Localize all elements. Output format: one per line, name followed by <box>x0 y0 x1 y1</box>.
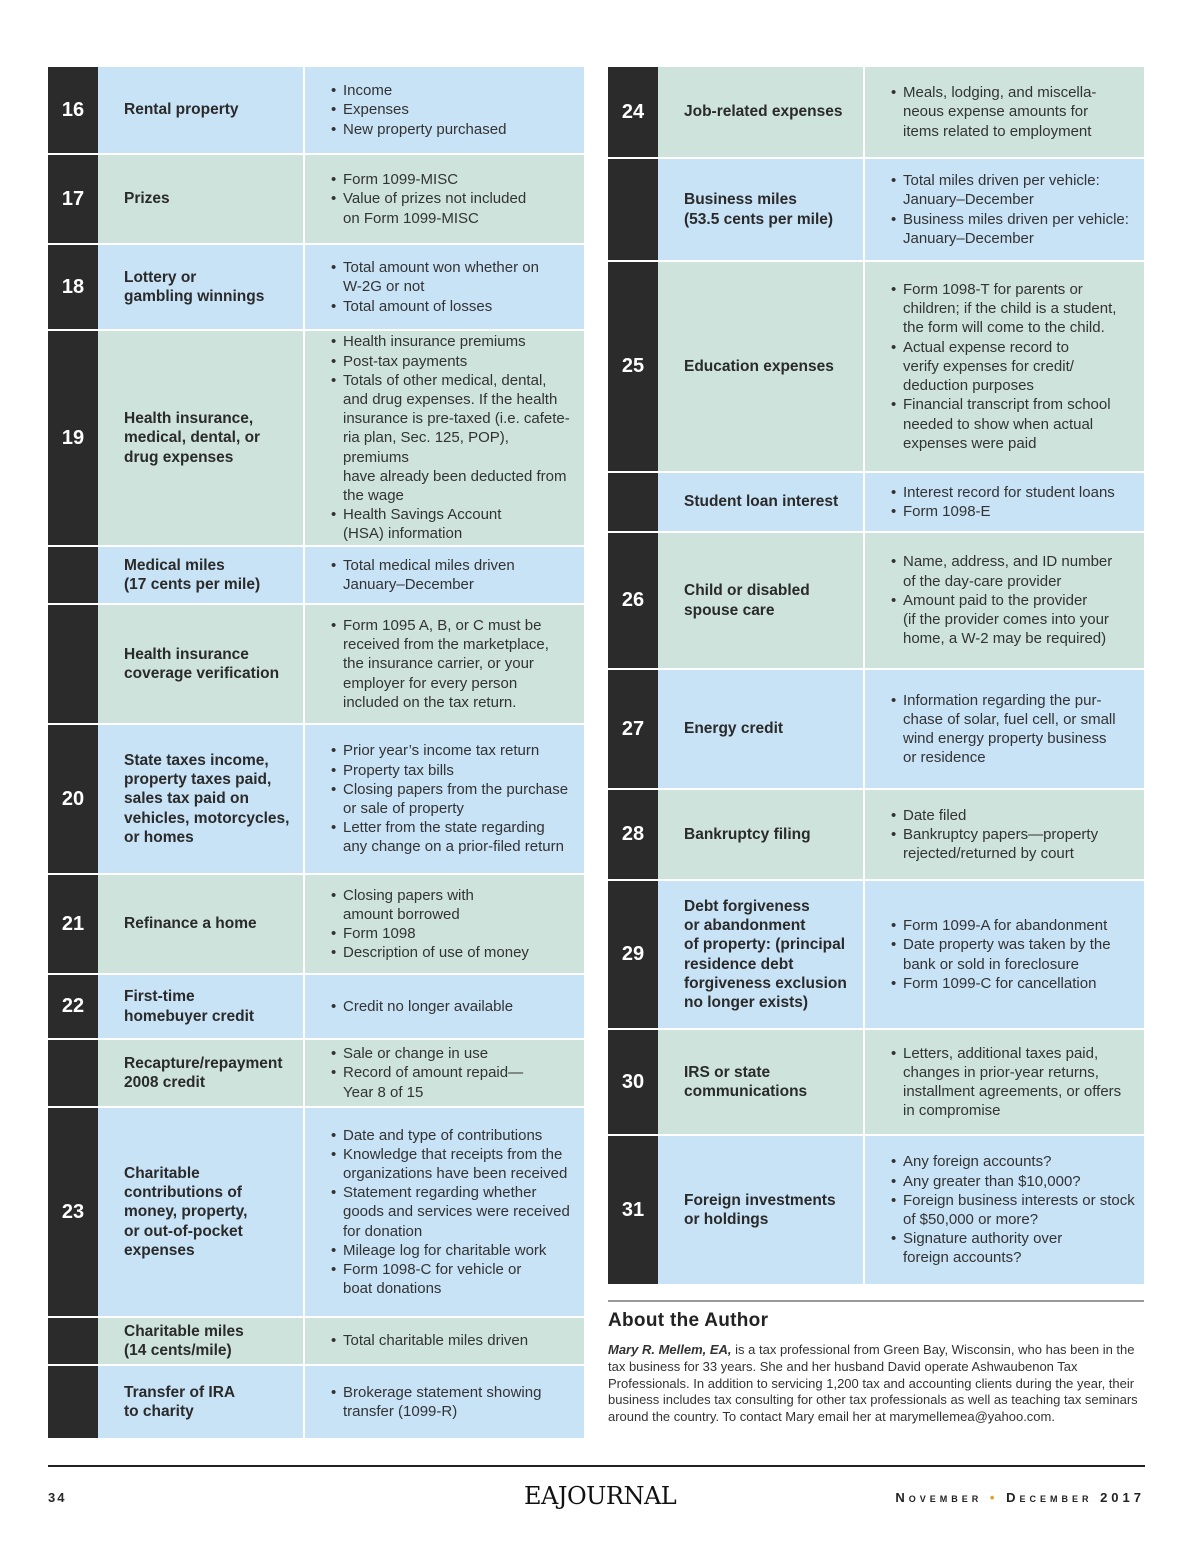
bullet-item: • Total amount won whether on W-2G or not <box>331 258 576 296</box>
bullet-item: • Post-tax payments <box>331 352 576 371</box>
bullet-item: • Form 1098-T for parents or children; if the child is a student, the form will come to the child. <box>891 280 1136 338</box>
row-label: Business miles (53.5 cents per mile) <box>658 159 865 260</box>
tax-checklist-right-column <box>608 67 1144 1286</box>
bullet-item: • Property tax bills <box>331 761 576 780</box>
issue-date <box>895 1490 1145 1505</box>
row-number: 17 <box>48 155 98 243</box>
bullet-item: • Brokerage statement showing transfer (1099-R) <box>331 1383 576 1421</box>
row-label: Transfer of IRA to charity <box>98 1366 305 1438</box>
checklist-row <box>48 1040 584 1108</box>
bullet-item: • Total amount of losses <box>331 297 576 316</box>
checklist-row <box>608 881 1144 1030</box>
bullet-item: • Prior year’s income tax return <box>331 741 576 760</box>
row-number: 30 <box>608 1030 658 1134</box>
footer-divider <box>48 1465 1145 1467</box>
row-label: State taxes income, property taxes paid, sales tax paid on vehicles, motorcycles, or homes <box>98 725 305 873</box>
row-label: Recapture/repayment 2008 credit <box>98 1040 305 1106</box>
checklist-row <box>608 1030 1144 1136</box>
row-number: 21 <box>48 875 98 973</box>
row-number <box>608 159 658 260</box>
row-number <box>48 1366 98 1438</box>
checklist-row <box>608 533 1144 670</box>
checklist-row <box>608 67 1144 159</box>
checklist-row <box>48 331 584 547</box>
row-items <box>865 159 1144 260</box>
row-label: Health insurance, medical, dental, or drug expenses <box>98 331 305 545</box>
bullet-item: • Financial transcript from school needed to show when actual expenses were paid <box>891 395 1136 453</box>
checklist-row <box>48 605 584 725</box>
checklist-row <box>608 473 1144 533</box>
row-label: Rental property <box>98 67 305 153</box>
bullet-item: • Date and type of contributions <box>331 1126 576 1145</box>
checklist-row <box>608 159 1144 262</box>
checklist-row <box>48 1108 584 1318</box>
issue-date-separator: • <box>989 1490 999 1505</box>
checklist-row <box>48 1366 584 1440</box>
checklist-row <box>48 245 584 331</box>
row-label: Foreign investments or holdings <box>658 1136 865 1284</box>
row-items <box>305 875 584 973</box>
bullet-item: • Form 1099-A for abandonment <box>891 916 1136 935</box>
bullet-item: • Description of use of money <box>331 943 576 962</box>
row-items <box>305 1366 584 1438</box>
row-number: 24 <box>608 67 658 157</box>
bullet-item: • Any greater than $10,000? <box>891 1172 1136 1191</box>
row-items <box>865 790 1144 879</box>
issue-month-start: November <box>895 1490 983 1505</box>
issue-month-end: December 2017 <box>1006 1490 1145 1505</box>
about-author-section <box>608 1300 1144 1426</box>
checklist-row <box>48 875 584 975</box>
bullet-item: • Foreign business interests or stock of $50,000 or more? <box>891 1191 1136 1229</box>
checklist-row <box>48 547 584 605</box>
checklist-row <box>48 975 584 1040</box>
bullet-item: • Record of amount repaid— Year 8 of 15 <box>331 1063 576 1101</box>
bullet-item: • Meals, lodging, and miscella- neous expense amounts for items related to employment <box>891 83 1136 141</box>
bullet-item: • Income <box>331 81 576 100</box>
row-items <box>305 67 584 153</box>
bullet-item: • Date filed <box>891 806 1136 825</box>
bullet-item: • New property purchased <box>331 120 576 139</box>
bullet-item: • Health insurance premiums <box>331 332 576 351</box>
row-label: Medical miles (17 cents per mile) <box>98 547 305 603</box>
row-label: Student loan interest <box>658 473 865 531</box>
bullet-item: • Information regarding the pur- chase of solar, fuel cell, or small wind energy property business or residence <box>891 691 1136 768</box>
row-label: First-time homebuyer credit <box>98 975 305 1038</box>
bullet-item: • Expenses <box>331 100 576 119</box>
row-number <box>48 547 98 603</box>
journal-logo: EAJOURNAL <box>524 1482 677 1510</box>
row-items <box>305 975 584 1038</box>
bullet-item: • Credit no longer available <box>331 997 576 1016</box>
bullet-item: • Totals of other medical, dental, and drug expenses. If the health insurance is pre-taxed (i.e. cafete- ria plan, Sec. 125, POP), premiums have already been deducted from the wage <box>331 371 576 505</box>
bullet-item: • Actual expense record to verify expenses for credit/ deduction purposes <box>891 338 1136 396</box>
row-number <box>608 473 658 531</box>
bullet-item: • Closing papers with amount borrowed <box>331 886 576 924</box>
checklist-row <box>48 725 584 875</box>
row-number: 29 <box>608 881 658 1028</box>
bullet-item: • Form 1095 A, B, or C must be received from the marketplace, the insurance carrier, or your employer for every person included on the tax return. <box>331 616 576 712</box>
row-items <box>305 1318 584 1364</box>
row-items <box>305 245 584 329</box>
row-items <box>305 155 584 243</box>
row-label: Prizes <box>98 155 305 243</box>
row-number <box>48 1318 98 1364</box>
row-number <box>48 605 98 723</box>
checklist-row <box>48 1318 584 1366</box>
row-label: Bankruptcy filing <box>658 790 865 879</box>
row-label: Lottery or gambling winnings <box>98 245 305 329</box>
row-number: 22 <box>48 975 98 1038</box>
row-number: 27 <box>608 670 658 788</box>
bullet-item: • Statement regarding whether goods and services were received for donation <box>331 1183 576 1241</box>
row-items <box>865 881 1144 1028</box>
row-number: 25 <box>608 262 658 471</box>
checklist-row <box>608 1136 1144 1286</box>
row-items <box>305 1040 584 1106</box>
row-items <box>865 670 1144 788</box>
about-author-heading: About the Author <box>608 1310 769 1331</box>
bullet-item: • Business miles driven per vehicle: January–December <box>891 210 1136 248</box>
page-number: 34 <box>48 1490 67 1505</box>
row-items <box>305 605 584 723</box>
bullet-item: • Total medical miles driven January–December <box>331 556 576 594</box>
author-bio: is a tax professional from Green Bay, Wisconsin, who has been in the tax business for 33 years. She and her husband David operate Ashwaubenon Tax Professionals. In addition to servicing 1,200 tax and accounting clients during the year, their business includes tax consulting for other tax professionals as well as teaching tax seminars around the country. To contact Mary email her at marymellemea@yahoo.com. <box>608 1342 1138 1425</box>
row-label: Refinance a home <box>98 875 305 973</box>
row-label: Job-related expenses <box>658 67 865 157</box>
row-number: 18 <box>48 245 98 329</box>
row-items <box>865 262 1144 471</box>
bullet-item: • Sale or change in use <box>331 1044 576 1063</box>
row-number: 16 <box>48 67 98 153</box>
bullet-item: • Form 1099-MISC <box>331 170 576 189</box>
row-number: 31 <box>608 1136 658 1284</box>
bullet-item: • Bankruptcy papers—property rejected/returned by court <box>891 825 1136 863</box>
about-author-text <box>608 1342 1144 1426</box>
row-label: Charitable contributions of money, property, or out-of-pocket expenses <box>98 1108 305 1316</box>
bullet-item: • Form 1098 <box>331 924 576 943</box>
bullet-item: • Interest record for student loans <box>891 483 1136 502</box>
bullet-item: • Letters, additional taxes paid, changes in prior-year returns, installment agreements, or offers in compromise <box>891 1044 1136 1121</box>
row-label: Child or disabled spouse care <box>658 533 865 668</box>
row-items <box>305 725 584 873</box>
bullet-item: • Form 1098-E <box>891 502 1136 521</box>
row-number: 28 <box>608 790 658 879</box>
bullet-item: • Date property was taken by the bank or sold in foreclosure <box>891 935 1136 973</box>
bullet-item: • Total miles driven per vehicle: January–December <box>891 171 1136 209</box>
row-number: 20 <box>48 725 98 873</box>
bullet-item: • Amount paid to the provider (if the provider comes into your home, a W-2 may be required) <box>891 591 1136 649</box>
bullet-item: • Health Savings Account (HSA) information <box>331 505 576 543</box>
bullet-item: • Form 1099-C for cancellation <box>891 974 1136 993</box>
row-items <box>865 473 1144 531</box>
row-label: Charitable miles (14 cents/mile) <box>98 1318 305 1364</box>
checklist-row <box>48 67 584 155</box>
checklist-row <box>608 790 1144 881</box>
checklist-row <box>608 670 1144 790</box>
bullet-item: • Any foreign accounts? <box>891 1152 1136 1171</box>
bullet-item: • Closing papers from the purchase or sale of property <box>331 780 576 818</box>
row-items <box>305 331 584 545</box>
bullet-item: • Knowledge that receipts from the organizations have been received <box>331 1145 576 1183</box>
row-label: Education expenses <box>658 262 865 471</box>
row-label: Debt forgiveness or abandonment of property: (principal residence debt forgiveness exclusion no longer exists) <box>658 881 865 1028</box>
row-items <box>865 533 1144 668</box>
bullet-item: • Name, address, and ID number of the day-care provider <box>891 552 1136 590</box>
bullet-item: • Signature authority over foreign accounts? <box>891 1229 1136 1267</box>
bullet-item: • Mileage log for charitable work <box>331 1241 576 1260</box>
bullet-item: • Form 1098-C for vehicle or boat donations <box>331 1260 576 1298</box>
row-number: 23 <box>48 1108 98 1316</box>
row-items <box>865 67 1144 157</box>
bullet-item: • Total charitable miles driven <box>331 1331 576 1350</box>
author-name: Mary R. Mellem, EA, <box>608 1342 732 1357</box>
row-items <box>865 1030 1144 1134</box>
row-items <box>305 547 584 603</box>
row-label: Energy credit <box>658 670 865 788</box>
row-items <box>305 1108 584 1316</box>
row-label: Health insurance coverage verification <box>98 605 305 723</box>
bullet-item: • Value of prizes not included on Form 1099-MISC <box>331 189 576 227</box>
checklist-row <box>48 155 584 245</box>
bullet-item: • Letter from the state regarding any change on a prior-filed return <box>331 818 576 856</box>
tax-checklist-left-column <box>48 67 584 1440</box>
row-items <box>865 1136 1144 1284</box>
row-label: IRS or state communications <box>658 1030 865 1134</box>
checklist-row <box>608 262 1144 473</box>
row-number: 26 <box>608 533 658 668</box>
row-number: 19 <box>48 331 98 545</box>
row-number <box>48 1040 98 1106</box>
